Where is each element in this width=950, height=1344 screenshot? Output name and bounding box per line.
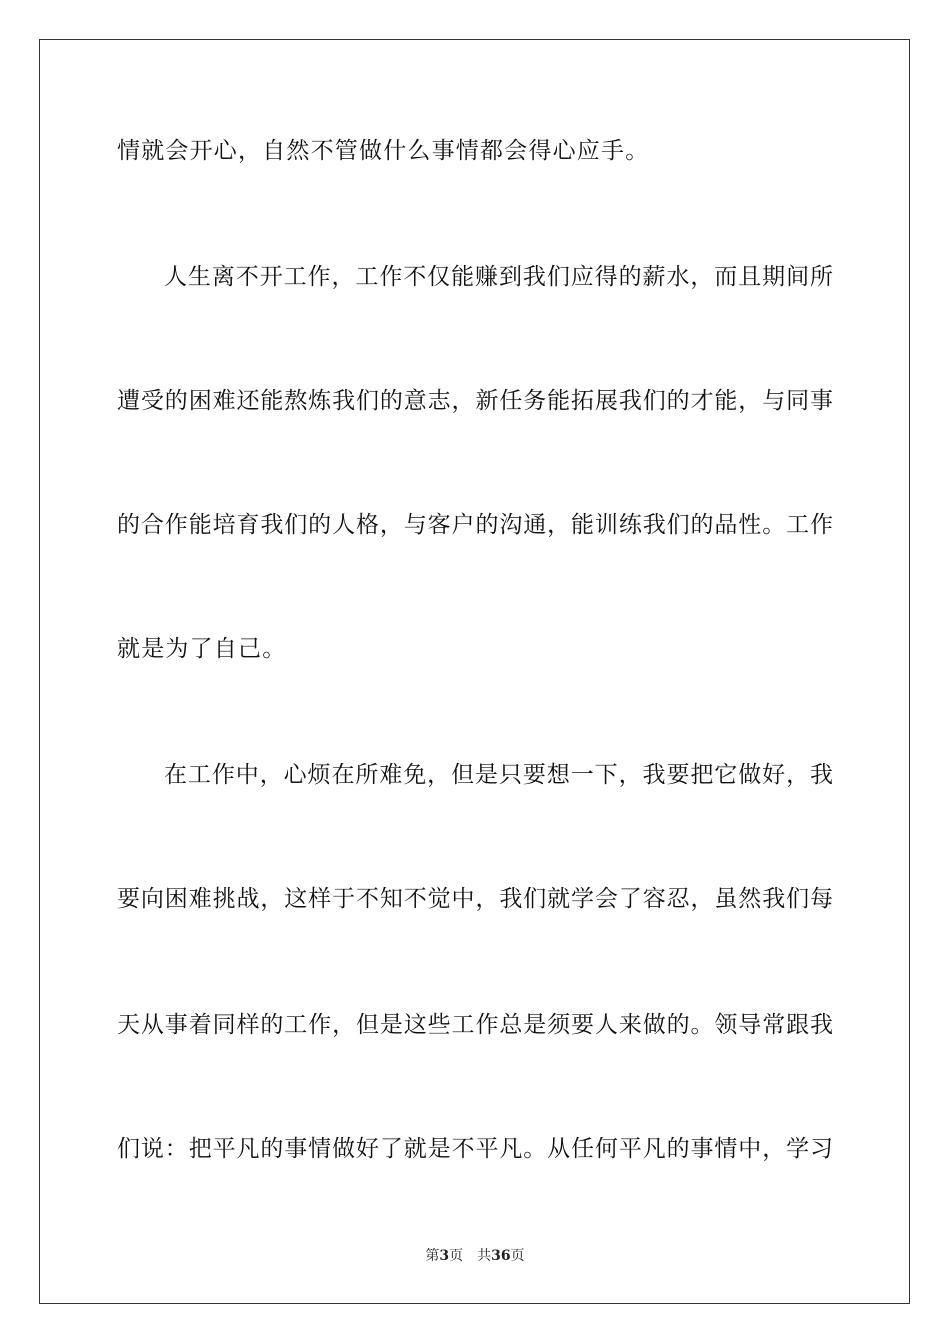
- text-line-4: 的合作能培育我们的人格，与客户的沟通，能训练我们的品性。工作: [117, 512, 833, 538]
- total-pages: 36: [491, 1248, 511, 1264]
- text-line-8: 天从事着同样的工作，但是这些工作总是须要人来做的。领导常跟我: [117, 1012, 833, 1038]
- text-line-5: 就是为了自己。: [117, 636, 287, 662]
- text-line-7: 要向困难挑战，这样于不知不觉中，我们就学会了容忍，虽然我们每: [117, 886, 833, 912]
- page-number: 3: [439, 1248, 450, 1264]
- total-suffix: 页: [510, 1248, 525, 1264]
- total-prefix: 共: [477, 1248, 492, 1264]
- text-line-2-paragraph-start: 人生离不开工作，工作不仅能赚到我们应得的薪水，而且期间所: [164, 264, 833, 290]
- text-line-9: 们说：把平凡的事情做好了就是不平凡。从任何平凡的事情中，学习: [117, 1136, 833, 1162]
- page-frame: [39, 39, 910, 1304]
- page-footer: [0, 1247, 950, 1265]
- page-prefix: 第: [425, 1248, 440, 1264]
- text-line-3: 遭受的困难还能熬炼我们的意志，新任务能拓展我们的才能，与同事: [117, 388, 833, 414]
- page-suffix: 页: [449, 1248, 464, 1264]
- text-line-6-paragraph-start: 在工作中，心烦在所难免，但是只要想一下，我要把它做好，我: [164, 762, 833, 788]
- text-line-1: 情就会开心，自然不管做什么事情都会得心应手。: [117, 138, 650, 164]
